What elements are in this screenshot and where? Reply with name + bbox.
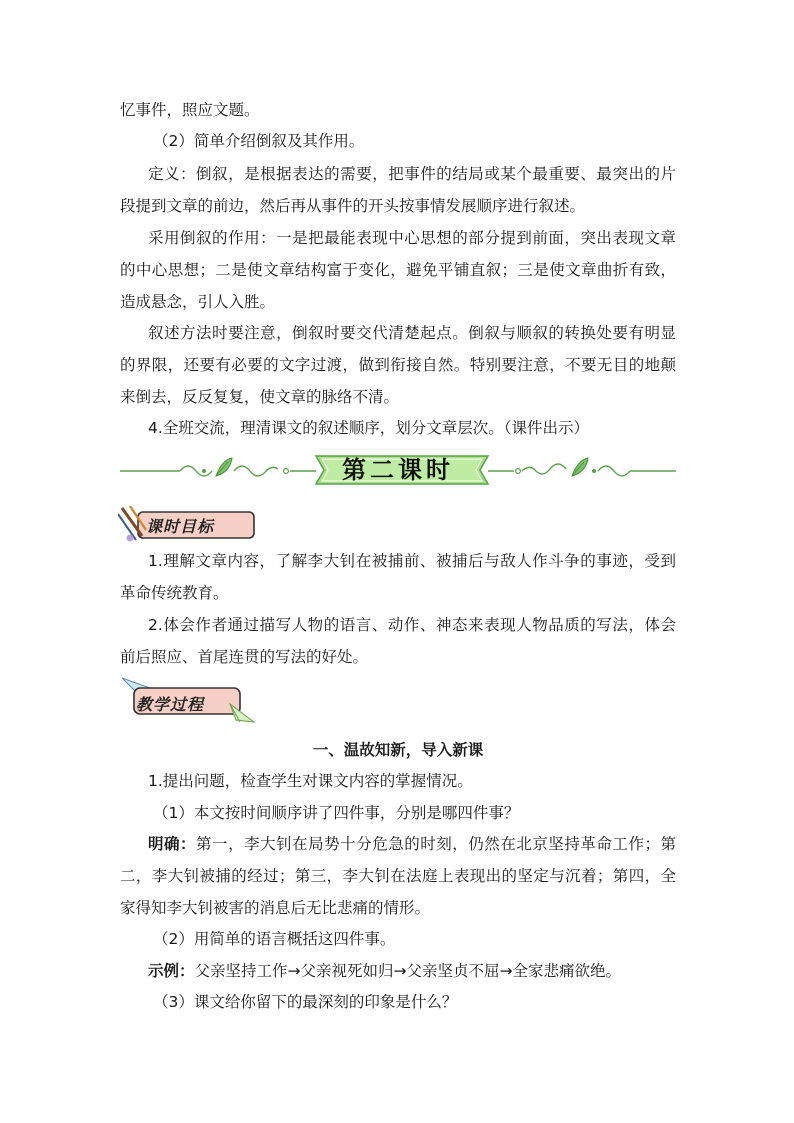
paragraph-text: 叙述方法时要注意，倒叙时要交代清楚起点。倒叙与顺叙的转换处要有明显 — [148, 324, 676, 342]
paragraph-text: 造成悬念，引人入胜。 — [120, 293, 276, 311]
process-text: （2）用简单的语言概括这四件事。 — [153, 930, 396, 948]
answer-line — [148, 834, 676, 854]
goal-text: 革命传统教育。 — [120, 584, 229, 602]
process-text: （3）课文给你留下的最深刻的印象是什么？ — [153, 993, 458, 1011]
goal-text: 1.理解文章内容，了解李大钊在被捕前、被捕后与敌人作斗争的事迹，受到 — [148, 552, 676, 570]
paragraph-text: 段提到文章的前边，然后再从事件的开头按事情发展顺序进行叙述。 — [120, 197, 586, 215]
answer-label: 明确： — [148, 835, 197, 853]
goal-text: 2.体会作者通过描写人物的语言、动作、神态来表现人物品质的写法，体会 — [148, 616, 676, 634]
paragraph-text: 忆事件，照应文题。 — [120, 101, 260, 119]
process-text: 1.提出问题，检查学生对课文内容的掌握情况。 — [148, 772, 473, 790]
paragraph-text: 4.全班交流，理清课文的叙述顺序，划分文章层次。（课件出示） — [148, 419, 590, 437]
paragraph-text: 来倒去，反反复复，使文章的脉络不清。 — [120, 388, 400, 406]
paragraph-text: 定义：倒叙，是根据表达的需要，把事件的结局或某个最重要、最突出的片 — [148, 165, 676, 183]
answer-text: 第一，李大钊在局势十分危急的时刻，仍然在北京坚持革命工作；第 — [196, 835, 676, 853]
answer-text: 二，李大钊被捕的经过；第三，李大钊在法庭上表现出的坚定与沉着；第四，全 — [120, 867, 676, 885]
process-badge-label: 教学过程 — [136, 695, 205, 714]
section-heading: 一、温故知新，导入新课 — [312, 741, 484, 759]
goals-badge-label: 课时目标 — [146, 517, 215, 536]
paragraph-text: 的界限，还要有必要的文字过渡，做到衔接自然。特别要注意，不要无目的地颠 — [120, 356, 676, 374]
example-text: 父亲坚持工作→父亲视死如归→父亲坚贞不屈→全家悲痛欲绝。 — [194, 962, 621, 980]
example-label: 示例： — [148, 962, 195, 980]
paragraph-text: 采用倒叙的作用：一是把最能表现中心思想的部分提到前面，突出表现文章 — [148, 229, 676, 247]
paragraph-text: 的中心思想；二是使文章结构富于变化，避免平铺直叙；三是使文章曲折有致， — [120, 261, 676, 279]
banner-title: 第二课时 — [342, 455, 454, 484]
process-text: （1）本文按时间顺序讲了四件事，分别是哪四件事？ — [153, 804, 520, 822]
example-line — [148, 961, 676, 981]
answer-text: 家得知李大钊被害的消息后无比悲痛的情形。 — [120, 899, 431, 917]
paragraph-text: （2）简单介绍倒叙及其作用。 — [153, 132, 365, 150]
goal-text: 前后照应、首尾连贯的写法的好处。 — [120, 648, 369, 666]
